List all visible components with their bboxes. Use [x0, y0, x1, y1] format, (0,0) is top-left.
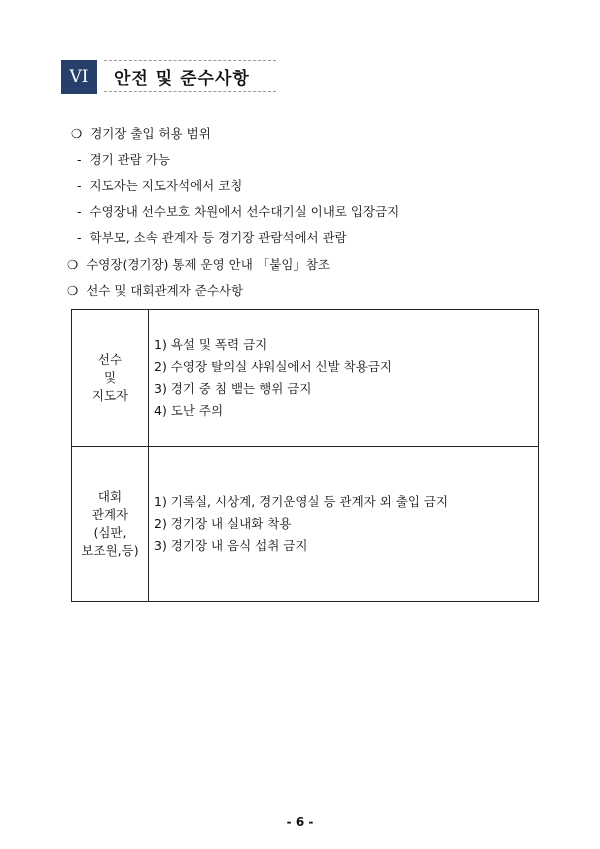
sub-item: [77, 150, 170, 168]
rule-item: 1) 기록실, 시상계, 경기운영실 등 관계자 외 출입 금지: [154, 494, 449, 509]
rule-item: 3) 경기장 내 음식 섭취 금지: [154, 538, 308, 553]
sub-item: [77, 228, 347, 246]
section-header: [61, 60, 276, 94]
circle-bullet-icon: ❍: [67, 257, 79, 272]
rule-item: 4) 도난 주의: [154, 403, 224, 418]
role-label: 관계자: [91, 507, 129, 522]
dash-icon: -: [77, 204, 82, 219]
sub-item-text: 지도자는 지도자석에서 코칭: [89, 178, 243, 193]
dash-icon: -: [77, 178, 82, 193]
table-row: [72, 310, 539, 447]
sub-item: [77, 202, 399, 220]
role-label: 선수: [97, 352, 123, 367]
bullet-pool-control: [67, 255, 330, 273]
role-cell-officials: [72, 447, 149, 602]
sub-item: [77, 176, 242, 194]
section-number-badge: VI: [61, 60, 97, 94]
sub-item-text: 경기 관람 가능: [89, 152, 170, 167]
role-label: 지도자: [91, 388, 129, 403]
bullet-text: 수영장(경기장) 통제 운영 안내 「붙임」참조: [86, 257, 331, 272]
bullet-text: 선수 및 대회관계자 준수사항: [86, 283, 244, 298]
circle-bullet-icon: ❍: [67, 283, 79, 298]
bullet-entry-access: [71, 124, 211, 142]
rule-items-athletes: [149, 310, 539, 447]
role-label: 보조원,등): [81, 543, 139, 558]
dash-icon: -: [77, 230, 82, 245]
section-title: 안전 및 준수사항: [104, 60, 276, 92]
bullet-text: 경기장 출입 허용 범위: [90, 126, 211, 141]
rule-item: 2) 경기장 내 실내화 착용: [154, 516, 292, 531]
sub-item-text: 학부모, 소속 관계자 등 경기장 관람석에서 관람: [89, 230, 347, 245]
role-label: 대회: [97, 489, 123, 504]
page-number: - 6 -: [286, 815, 314, 829]
bullet-rules: [67, 281, 243, 299]
sub-item-text: 수영장내 선수보호 차원에서 선수대기실 이내로 입장금지: [89, 204, 400, 219]
table-row: [72, 447, 539, 602]
role-label: (심판,: [93, 525, 127, 540]
dash-icon: -: [77, 152, 82, 167]
role-label: 및: [103, 370, 117, 385]
rules-table: [71, 309, 539, 602]
rule-item: 1) 욕설 및 폭력 금지: [154, 337, 268, 352]
circle-bullet-icon: ❍: [71, 126, 83, 141]
role-cell-athletes: [72, 310, 149, 447]
rule-item: 2) 수영장 탈의실 샤워실에서 신발 착용금지: [154, 359, 392, 374]
rule-items-officials: [149, 447, 539, 602]
rule-item: 3) 경기 중 침 뱉는 행위 금지: [154, 381, 312, 396]
